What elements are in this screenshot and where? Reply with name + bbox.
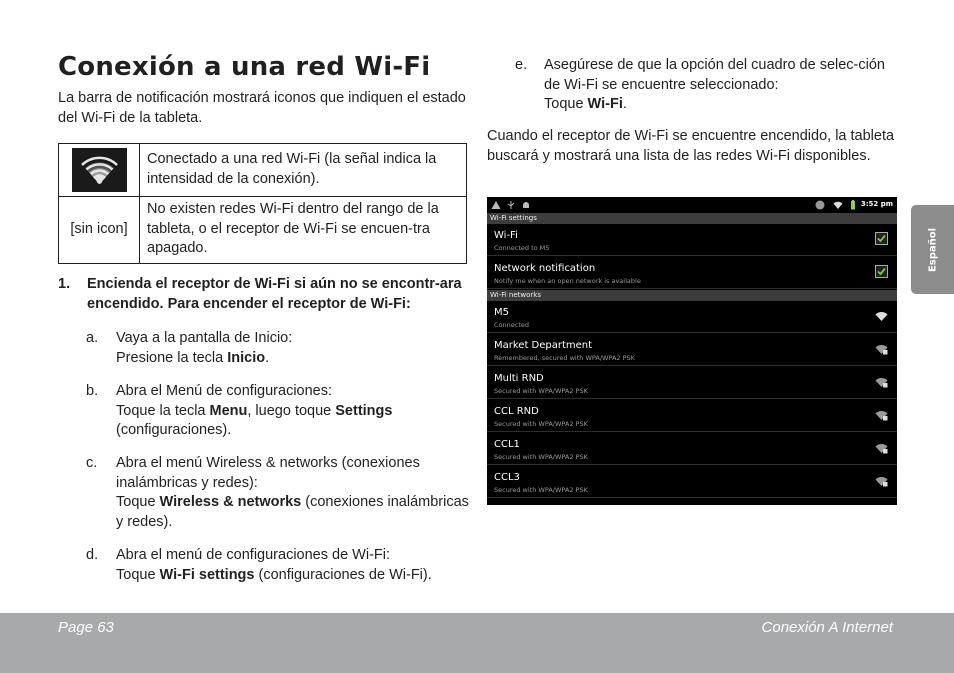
substep-letter: a. — [86, 330, 99, 346]
setting-subtitle: Connected to M5 — [494, 244, 550, 252]
substep-text: . — [622, 96, 627, 112]
network-row[interactable] — [487, 466, 897, 498]
checkmark-icon — [877, 267, 886, 276]
substep-letter: d. — [86, 547, 99, 563]
setting-title: Network notification — [494, 263, 596, 274]
secured-wifi-icon — [875, 344, 888, 355]
substep-e — [515, 56, 900, 115]
page-title: Conexión a una red Wi-Fi — [58, 52, 431, 82]
substep-c — [86, 454, 471, 532]
wifi-status-icon — [833, 200, 843, 210]
network-row[interactable] — [487, 367, 897, 399]
substep-text: Toque — [116, 566, 160, 583]
icon-description: No existen redes Wi-Fi dentro del rango de la tableta, o el receptor de Wi-Fi se encuen-tra apagado. — [140, 197, 467, 264]
language-tab — [911, 205, 954, 294]
status-time: 3:52 pm — [860, 200, 893, 208]
substep-text: (configuraciones de Wi-Fi). — [254, 566, 432, 583]
substep-line: Abra el menú Wireless & networks (conexiones inalámbricas y redes): — [116, 455, 420, 491]
usb-icon — [506, 200, 516, 210]
key-wifi-settings: Wi-Fi settings — [159, 566, 255, 583]
substep-line: Asegúrese de que la opción del cuadro de selec-ción de Wi-Fi se encuentre seleccionado: — [544, 57, 885, 93]
intro-paragraph: La barra de notificación mostrará iconos que indiquen el estado del Wi-Fi de la tableta. — [58, 90, 466, 126]
substep-text: Toque — [116, 494, 160, 510]
substep-text: Toque la tecla — [116, 402, 210, 419]
icon-description: Conectado a una red Wi-Fi (la señal indica la intensidad de la conexión). — [140, 144, 467, 197]
substep-line: Abra el menú de configuraciones de Wi-Fi: — [116, 547, 391, 563]
status-bar — [487, 197, 897, 213]
section-header-wifi-networks: Wi-Fi networks — [487, 290, 897, 301]
network-status: Secured with WPA/WPA2 PSK — [494, 387, 588, 395]
substep-letter: c. — [86, 455, 98, 471]
network-row[interactable] — [487, 400, 897, 432]
setting-row-network-notification[interactable] — [487, 257, 897, 289]
language-tab-label: Español — [927, 227, 938, 272]
network-notification-checkbox[interactable] — [875, 265, 888, 278]
key-wifi: Wi-Fi — [587, 96, 623, 112]
step-text: Encienda el receptor de Wi-Fi si aún no se encontr-ara encendido. Para encender el receptor de Wi-Fi: — [87, 276, 462, 312]
wifi-settings-screenshot — [487, 197, 897, 505]
wifi-signal-icon — [875, 311, 888, 322]
wifi-checkbox[interactable] — [875, 232, 888, 245]
step-1 — [58, 275, 468, 314]
table-row — [59, 144, 467, 197]
network-status: Connected — [494, 321, 530, 329]
key-inicio: Inicio — [227, 349, 266, 366]
warning-icon — [491, 200, 501, 210]
key-settings: Settings — [335, 402, 393, 419]
substep-text: Presione la tecla — [116, 349, 228, 366]
android-icon — [521, 200, 531, 210]
page-footer — [0, 613, 954, 673]
globe-icon — [815, 200, 825, 210]
substep-d — [86, 546, 471, 585]
network-name: M5 — [494, 307, 509, 318]
substep-text: (conexiones inalámbricas y redes). — [116, 494, 469, 530]
battery-icon — [848, 200, 858, 210]
secured-wifi-icon — [875, 476, 888, 487]
table-row — [59, 197, 467, 264]
substep-letter: b. — [86, 383, 99, 399]
substep-text: (configuraciones). — [116, 422, 232, 438]
wifi-icon-table — [58, 143, 467, 264]
substep-b — [86, 382, 471, 441]
substep-line: Abra el Menú de configuraciones: — [116, 383, 333, 399]
wifi-signal-icon — [72, 148, 127, 192]
secured-wifi-icon — [875, 377, 888, 388]
network-name: CCL3 — [494, 472, 520, 483]
section-name: Conexión A Internet — [761, 619, 893, 636]
substep-text: . — [265, 349, 270, 366]
no-icon-label: [sin icon] — [59, 197, 140, 264]
network-row[interactable] — [487, 334, 897, 366]
network-status: Secured with WPA/WPA2 PSK — [494, 420, 588, 428]
key-menu: Menu — [209, 402, 248, 419]
network-name: Market Department — [494, 340, 593, 351]
substep-letter: e. — [515, 57, 528, 73]
substep-text: , luego toque — [247, 402, 336, 419]
network-status: Secured with WPA/WPA2 PSK — [494, 486, 588, 494]
network-name: CCL1 — [494, 439, 520, 450]
substep-text: Toque — [544, 96, 588, 112]
secured-wifi-icon — [875, 443, 888, 454]
icon-cell — [59, 144, 140, 197]
secured-wifi-icon — [875, 410, 888, 421]
result-paragraph: Cuando el receptor de Wi-Fi se encuentre encendido, la tableta buscará y mostrará una lista de las redes Wi-Fi disponibles. — [487, 128, 895, 164]
network-name: Multi RND — [494, 373, 544, 384]
step-number: 1. — [58, 276, 71, 292]
network-status: Secured with WPA/WPA2 PSK — [494, 453, 588, 461]
setting-title: Wi-Fi — [494, 230, 518, 241]
checkmark-icon — [877, 234, 886, 243]
substep-line: Vaya a la pantalla de Inicio: — [116, 330, 293, 346]
section-header-wifi-settings: Wi-Fi settings — [487, 213, 897, 224]
network-row[interactable] — [487, 301, 897, 333]
network-name: CCL RND — [494, 406, 539, 417]
key-wireless-networks: Wireless & networks — [159, 494, 302, 510]
page-number: Page 63 — [58, 619, 114, 636]
setting-row-wifi[interactable] — [487, 224, 897, 256]
setting-subtitle: Notify me when an open network is available — [494, 277, 641, 285]
network-status: Remembered, secured with WPA/WPA2 PSK — [494, 354, 635, 362]
network-row[interactable] — [487, 433, 897, 465]
substep-a — [86, 329, 471, 368]
